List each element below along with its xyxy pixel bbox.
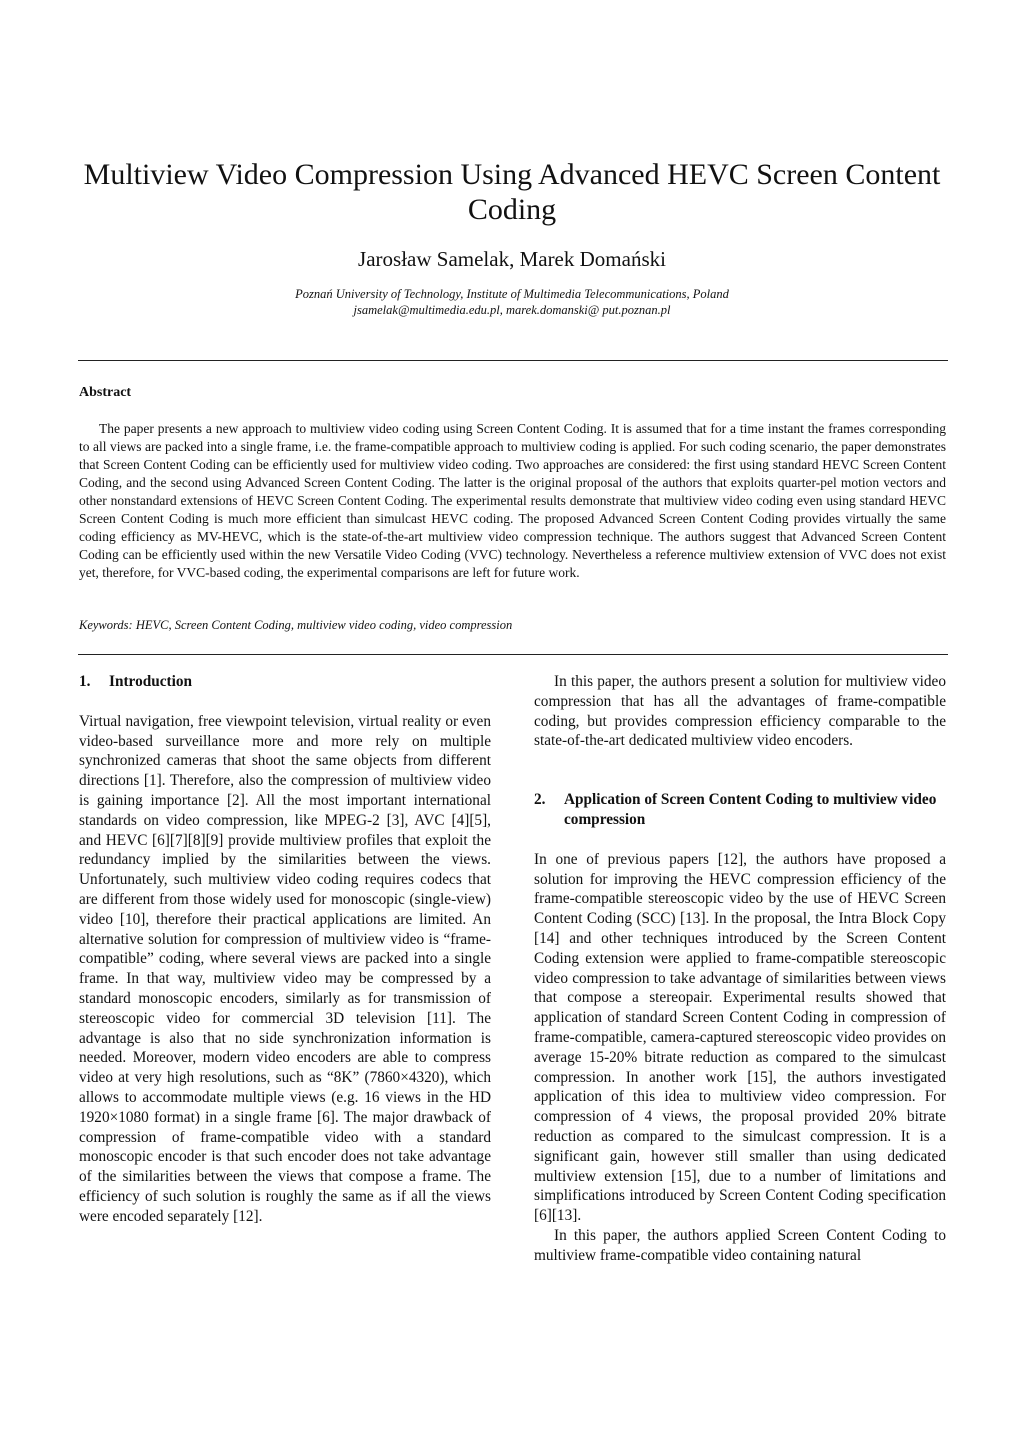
section-2-number: 2. <box>534 791 546 809</box>
section-1-heading <box>79 672 491 692</box>
section-2-heading <box>534 790 946 830</box>
paper-authors: Jarosław Samelak, Marek Domański <box>358 247 666 271</box>
keywords: Keywords: HEVC, Screen Content Coding, multiview video coding, video compression <box>79 618 513 632</box>
abstract-heading: Abstract <box>79 385 132 400</box>
affiliation: Poznań University of Technology, Institute of Multimedia Telecommunications, Poland <box>295 287 729 301</box>
section-1-number: 1. <box>79 673 91 690</box>
author-emails: jsamelak@multimedia.edu.pl, marek.domanski@ put.poznan.pl <box>353 303 671 317</box>
section-1-paragraph-1: Virtual navigation, free viewpoint television, virtual reality or even video-based surveillance more and more rely on multiple synchronized cameras that shoot the same objects from different directions [1]. Therefore, also the compression of multiview video is gaining importance [2]. All the most important international standards on video compression, like MPEG-2 [3], AVC [4][5], and HEVC [6][7][8][9] provide multiview profiles that exploit the redundancy implied by the similarities between the views. Unfortunately, such multiview video coding requires codecs that are different from those widely used for monoscopic (single-view) video [10], therefore their practical applications are limited. An alternative solution for compression of multiview video is “frame-compatible” coding, where several views are packed into a single frame. In that way, multiview video may be compressed by a standard monoscopic encoders, similarly as for transmission of stereoscopic video for commercial 3D television [11]. The advantage is also that no side synchronization information is needed. Moreover, modern video encoders are able to compress video at very high resolutions, such as “8K” (7860×4320), which allows to accommodate multiple views (e.g. 16 views in the HD 1920×1080 format) in a single frame [6]. The major drawback of compression of frame-compatible video with a standard monoscopic encoder is that such encoder does not take advantage of the similarities between the views that compose a frame. The efficiency of such solution is roughly the same as if all the views were encoded separately [12]. <box>79 712 491 1225</box>
right-column <box>534 672 946 1266</box>
section-2-paragraph-2: In this paper, the authors applied Screen Content Coding to multiview frame-compatible video containing natural <box>534 1226 946 1264</box>
section-1-title: Introduction <box>109 673 193 690</box>
section-2-paragraph-1: In one of previous papers [12], the authors have proposed a solution for improving the HEVC compression efficiency of the frame-compatible stereoscopic video by the use of HEVC Screen Content Coding (SCC) [13]. In the proposal, the Intra Block Copy [14] and other techniques introduced by the Screen Content Coding extension were applied to frame-compatible stereoscopic video compression to take advantage of similarities between views that compose a stereopair. Experimental results showed that application of standard Screen Content Coding in compression of frame-compatible, camera-captured stereoscopic video provides on average 15-20% bitrate reduction as compared to the simulcast compression. In another work [15], the authors investigated application of this idea to multiview video compression. For compression of 4 views, the proposal provided 20% bitrate reduction as compared to the simulcast compression. It is a significant gain, however still smaller than using dedicated multiview extension [15], due to a number of limitations and simplifications introduced by Screen Content Coding specification [6][13]. <box>534 850 946 1225</box>
abstract-text: The paper presents a new approach to multiview video coding using Screen Content Coding. It is assumed that for a time instant the frames corresponding to all views are packed into a single frame, i.e. the frame-compatible approach to multiview coding is applied. For such coding scenario, the paper demonstrates that Screen Content Coding can be efficiently used for multiview video coding. Two approaches are considered: the first using standard HEVC Screen Content Coding, and the second using Advanced Screen Content Coding. The latter is the original proposal of the authors that exploits quarter-pel motion vectors and other nonstandard extensions of HEVC Screen Content Coding. The experimental results demonstrate that multiview video coding even using standard HEVC Screen Content Coding is much more efficient than simulcast HEVC coding. The proposed Advanced Screen Content Coding provides virtually the same coding efficiency as MV-HEVC, which is the state-of-the-art multiview video compression technique. The authors suggest that Advanced Screen Content Coding can be efficiently used within the new Versatile Video Coding (VVC) technology. Nevertheless a reference multiview extension of VVC does not exist yet, therefore, for VVC-based coding, the experimental comparisons are left for future work. <box>79 421 946 580</box>
paper-title: Multiview Video Compression Using Advanced HEVC Screen Content Coding <box>83 158 941 226</box>
left-column <box>79 672 491 1227</box>
author-affiliation-block <box>70 286 954 318</box>
section-1-paragraph-2: In this paper, the authors present a solution for multiview video compression that has all the advantages of frame-compatible coding, but provides compression efficiency comparable to the state-of-the-art dedicated multiview video encoders. <box>534 673 946 750</box>
section-2-title: Application of Screen Content Coding to multiview video compression <box>564 791 937 828</box>
top-divider <box>78 360 948 361</box>
abstract-divider <box>78 654 948 655</box>
